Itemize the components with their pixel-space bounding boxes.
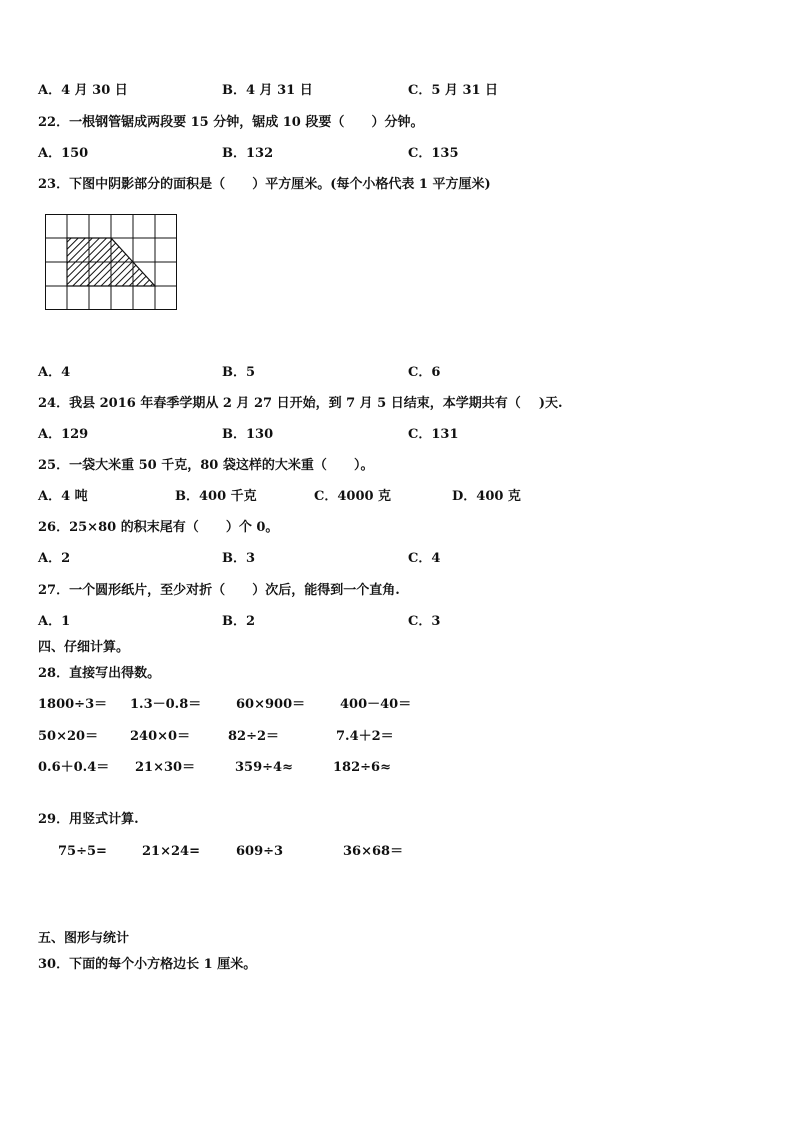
q28-r1c4: 400－40＝ xyxy=(340,697,412,712)
section-4-heading: 四、仔细计算。 xyxy=(38,640,130,655)
q28-r3c4: 182÷6≈ xyxy=(333,760,391,775)
q23-grid-figure xyxy=(45,214,177,310)
q23-option-b: B．5 xyxy=(222,365,256,380)
q28-r1c1: 1800÷3＝ xyxy=(38,697,108,712)
q21-option-b: B．4 月 31 日 xyxy=(222,83,313,98)
q28-r1c3: 60×900＝ xyxy=(236,697,306,712)
q29-stem: 29．用竖式计算. xyxy=(38,812,139,827)
q25-option-b: B．400 千克 xyxy=(175,489,257,504)
q29-item-1: 75÷5= xyxy=(58,844,107,859)
section-5-heading: 五、图形与统计 xyxy=(38,931,130,946)
q28-r2c1: 50×20＝ xyxy=(38,729,99,744)
q22-option-b: B．132 xyxy=(222,146,274,161)
q24-stem: 24．我县 2016 年春季学期从 2 月 27 日开始，到 7 月 5 日结束，本学期共有（ )天. xyxy=(38,396,563,411)
q27-option-a: A．1 xyxy=(38,614,71,629)
q23-option-c: C．6 xyxy=(408,365,441,380)
q28-stem: 28．直接写出得数。 xyxy=(38,666,161,681)
q24-option-b: B．130 xyxy=(222,427,274,442)
q27-option-b: B．2 xyxy=(222,614,256,629)
q21-option-c: C．5 月 31 日 xyxy=(408,83,499,98)
q25-stem: 25．一袋大米重 50 千克，80 袋这样的大米重（ ）。 xyxy=(38,458,374,473)
q29-item-2: 21×24= xyxy=(142,844,200,859)
q28-r2c2: 240×0＝ xyxy=(130,729,191,744)
q28-r3c2: 21×30＝ xyxy=(135,760,196,775)
q21-option-a: A．4 月 30 日 xyxy=(38,83,128,98)
q27-stem: 27．一个圆形纸片，至少对折（ ）次后，能得到一个直角. xyxy=(38,583,400,598)
q22-option-c: C．135 xyxy=(408,146,459,161)
q22-stem: 22．一根钢管锯成两段要 15 分钟，锯成 10 段要（ ）分钟。 xyxy=(38,115,424,130)
q26-option-a: A．2 xyxy=(38,551,71,566)
q24-option-a: A．129 xyxy=(38,427,89,442)
q28-r3c3: 359÷4≈ xyxy=(235,760,293,775)
q23-stem: 23．下图中阴影部分的面积是（ ）平方厘米。(每个小格代表 1 平方厘米) xyxy=(38,177,491,192)
q25-option-c: C．4000 克 xyxy=(314,489,392,504)
q30-stem: 30．下面的每个小方格边长 1 厘米。 xyxy=(38,957,257,972)
q26-option-b: B．3 xyxy=(222,551,256,566)
q26-stem: 26．25×80 的积末尾有（ ）个 0。 xyxy=(38,520,279,535)
q22-option-a: A．150 xyxy=(38,146,89,161)
q24-option-c: C．131 xyxy=(408,427,459,442)
q25-option-d: D．400 克 xyxy=(452,489,521,504)
q29-item-3: 609÷3 xyxy=(236,844,284,859)
q26-option-c: C．4 xyxy=(408,551,441,566)
q23-option-a: A．4 xyxy=(38,365,71,380)
q28-r2c4: 7.4＋2＝ xyxy=(336,729,394,744)
q27-option-c: C．3 xyxy=(408,614,441,629)
q28-r3c1: 0.6＋0.4＝ xyxy=(38,760,110,775)
q28-r2c3: 82÷2＝ xyxy=(228,729,280,744)
q25-option-a: A．4 吨 xyxy=(38,489,88,504)
q28-r1c2: 1.3－0.8＝ xyxy=(130,697,202,712)
q29-item-4: 36×68＝ xyxy=(343,844,404,859)
